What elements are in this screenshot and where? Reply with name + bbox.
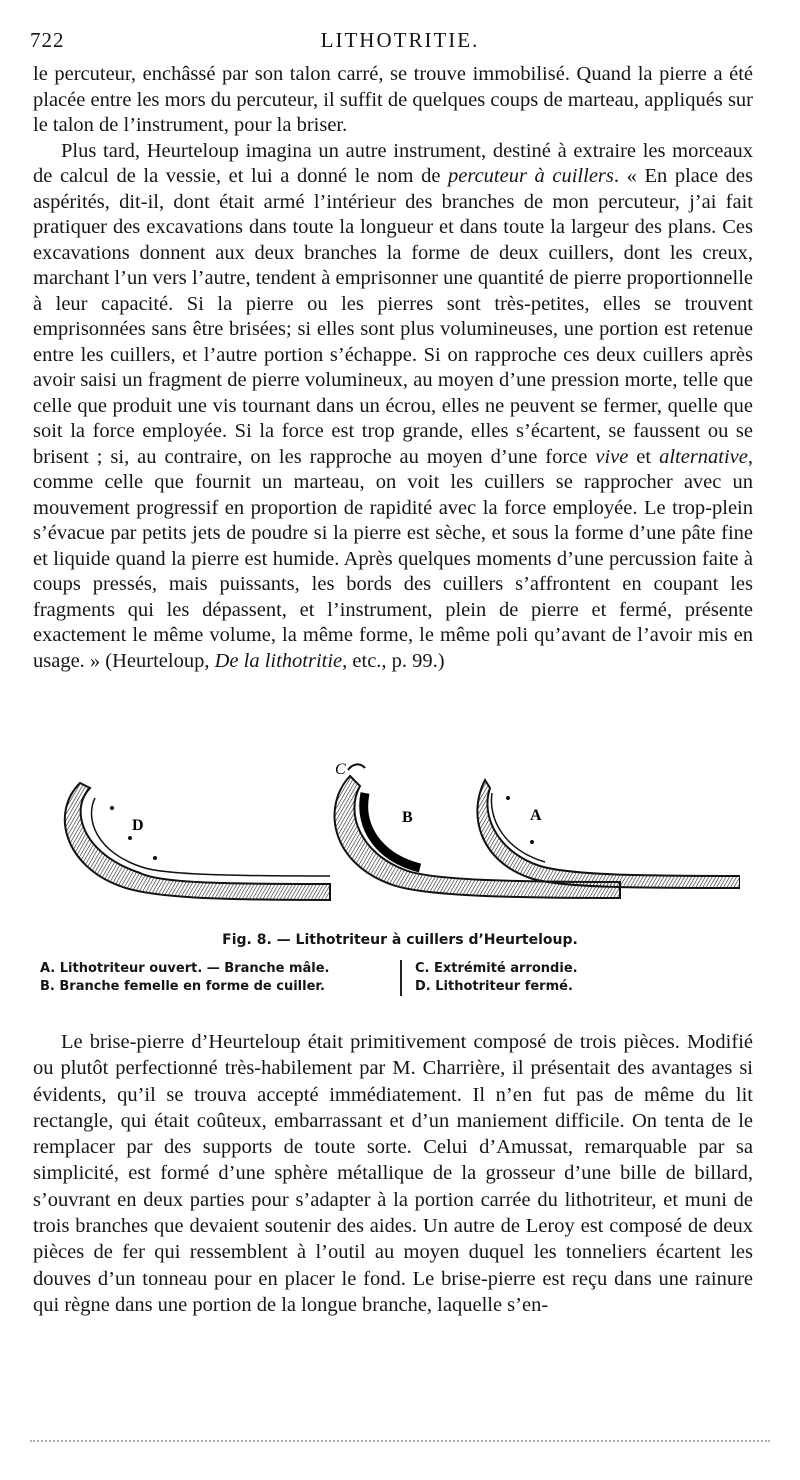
legend-item-d: D. Lithotriteur fermé. [415,979,573,994]
legend-right [400,960,578,996]
page-header [30,28,770,54]
legend-item-c: C. Extrémité arrondie. [415,961,578,976]
italic-text: percuteur à cuillers [448,165,614,187]
instrument-a [477,780,740,888]
text-run: Plus tard, Heurteloup imagina un autre instrument, destiné à extraire les morceaux de calcul de la vessie, et lui a donné le nom de [33,139,753,187]
lithotriteur-illustration [60,758,740,930]
label-d: D [132,817,144,834]
paragraph [33,1029,753,1318]
text-run: le percuteur, enchâssé par son talon carré, se trouve immobilisé. Quand la pierre a été placée entre les mors du percuteur, il suffit de quelques coups de marteau, appliqués sur le talon de l’instrument, pour la briser. [33,63,753,136]
running-title: LITHOTRITIE. [320,28,480,52]
text-run: et [628,445,660,468]
text-run: . « En place des aspérités, dit-il, dont était armé l’intérieur des branches de mon percuteur, j’ai fait pratiquer des excavations dans toute la longueur et dans toute la largeur des plans. Ces excavations donnent aux deux branches la forme de deux cuillers, dont les creux, marchant l’un vers l’autre, tendent à emprisonner une quantité de pierre proportionnelle à leur capacité. Si la pierre ou les pierres sont très-petites, elles se trouvent emprisonnées sans être brisées; si elles sont plus volumineuses, une portion est retenue entre les cuillers, et l’autre portion s’échappe. Si on rapproche ces deux cuillers après avoir saisi un fragment de pierre volumineux, au moyen d’une pression morte, telle que celle que produit une vis tournant dans un écrou, elles ne peuvent se fermer, quelle que soit la force employée. Si la force est trop grande, elles s’écartent, se faussent ou se brisent ; si, au contraire, on les rapproche au moyen d’une force [33,165,753,468]
label-c: C [335,761,346,778]
figure-lithotriteur [60,758,740,930]
paragraph [33,62,753,139]
footer-rule [30,1440,770,1446]
instrument-d [65,783,330,900]
figure-caption: Fig. 8. — Lithotriteur à cuillers d’Heurteloup. [222,932,578,948]
legend-item-b: B. Branche femelle en forme de cuiller. [40,979,325,994]
legend-item-a: A. Lithotriteur ouvert. — Branche mâle. [40,961,330,976]
body-text-top [33,62,753,674]
legend-left [40,960,410,996]
label-a: A [530,807,542,824]
italic-text: De la lithotritie [214,649,343,672]
text-run: , comme celle que fournit un marteau, on voit les cuillers se rapprocher avec un mouvement progressif en proportion de rapidité avec la force employée. Le trop-plein s’évacue par petits jets de poudre si la pierre est sèche, et sous la forme d’une pâte fine et liquide quand la pierre est humide. Après quelques moments d’une percussion faite à coups pressés, mais puissants, les bords des cuillers s’affrontent en coupant les fragments qui les dépassent, et l’instrument, plein de pierre et fermé, présente exactement le même volume, la même forme, le même poli qu’avant de l’avoir mis en usage. » (Heurteloup, [33,445,754,672]
label-b: B [402,809,413,826]
page-number: 722 [30,28,65,52]
body-text-bottom [33,1029,753,1318]
italic-text: alternative [659,445,748,468]
text-run: , etc., p. 99.) [342,649,445,672]
italic-text: vive [595,445,629,468]
paragraph [33,139,753,675]
text-run: Le brise-pierre d’Heurteloup était primitivement composé de trois pièces. Modifié ou plutôt perfectionné très-habilement par M. Charrière, il présentait des avantages si évidents, qu’il se trouva accepté immédiatement. Il n’en fut pas de même du lit rectangle, qui était coûteux, embarrassant et d’un maniement difficile. On tenta de le remplacer par des supports de toute sorte. Celui d’Amussat, remarquable par sa simplicité, est formé d’une sphère métallique de la grosseur d’une bille de billard, s’ouvrant en deux parties pour s’adapter à la portion carrée du lithotriteur, et muni de trois branches que devaient soutenir des aides. Un autre de Leroy est composé de deux pièces de fer qui ressemblent à l’outil au moyen duquel les tonneliers écartent les douves d’un tonneau pour en placer le fond. Le brise-pierre est reçu dans une rainure qui règne dans une portion de la longue branche, laquelle s’en- [33,1031,753,1316]
